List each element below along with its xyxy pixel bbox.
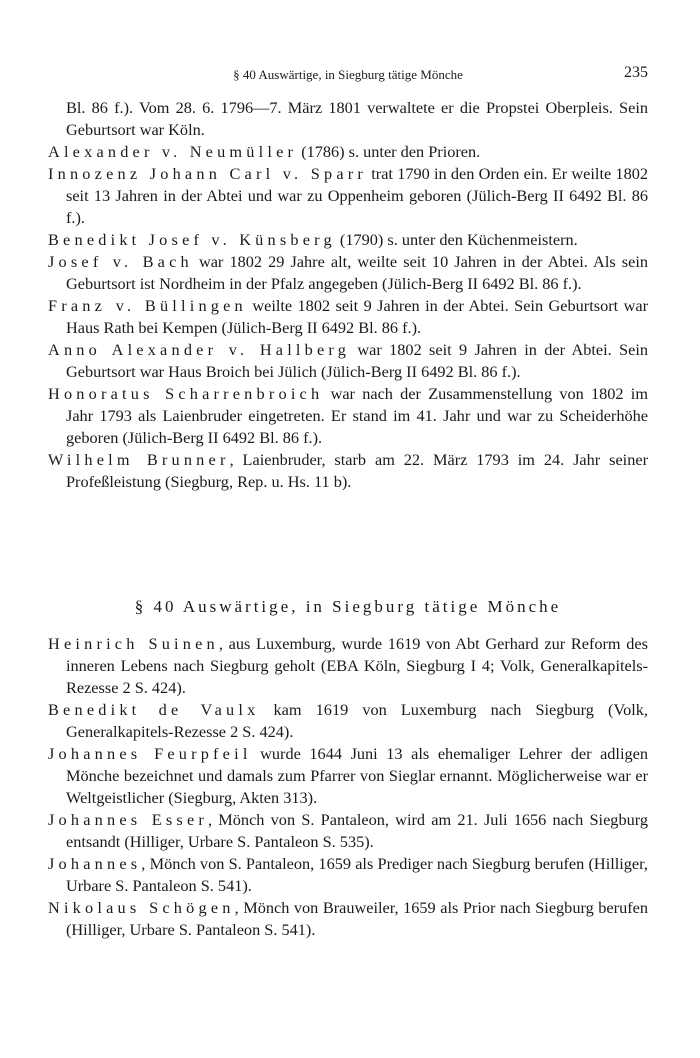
entry-name: Johannes Esser [48, 810, 208, 829]
entry [48, 383, 648, 449]
entry-name: Johannes [48, 854, 142, 873]
entry-text: kam 1619 von Luxemburg nach Siegburg (Volk, Generalkapitels-Rezesse 2 S. 424). [66, 700, 648, 741]
entry [48, 339, 648, 383]
entry [48, 743, 648, 809]
entry-text: war 1802 seit 9 Jahren in der Abtei. Sein Geburtsort war Haus Broich bei Jülich (Jülich-Berg II 6492 Bl. 86 f.). [66, 340, 648, 381]
entry-text: weilte 1802 seit 9 Jahren in der Abtei. Sein Geburtsort war Haus Rath bei Kempen (Jülich-Berg II 6492 Bl. 86 f.). [66, 296, 648, 337]
entry-text: , Mönch von Brauweiler, 1659 als Prior nach Siegburg berufen (Hilliger, Urbare S. Pantaleon S. 541). [66, 898, 648, 939]
page-number: 235 [624, 64, 648, 81]
entry-name: Franz v. Büllingen [48, 296, 247, 315]
entry-text: (1790) s. unter den Küchenmeistern. [335, 230, 578, 249]
section-heading: § 40 Auswärtige, in Siegburg tätige Mönche [134, 597, 562, 616]
entry-name: Josef v. Bach [48, 252, 193, 271]
entry-name: Honoratus Scharrenbroich [48, 384, 324, 403]
entry [48, 897, 648, 941]
entry-text: , aus Luxemburg, wurde 1619 von Abt Gerhard zur Reform des inneren Lebens nach Siegburg geholt (EBA Köln, Siegburg I 4; Volk, Generalkapitels-Rezesse 2 S. 424). [66, 634, 648, 697]
entry [48, 853, 648, 897]
entry [48, 229, 648, 251]
entry-continuation [48, 97, 648, 141]
entry-text: (1786) s. unter den Prioren. [297, 142, 481, 161]
entry-name: Heinrich Suinen [48, 634, 219, 653]
entry-text: Bl. 86 f.). Vom 28. 6. 1796—7. März 1801 verwaltete er die Propstei Oberpleis. Sein Geburtsort war Köln. [66, 98, 648, 139]
entry [48, 809, 648, 853]
entry-name: Wilhelm Brunner [48, 450, 230, 469]
entry [48, 699, 648, 743]
entry-name: Alexander v. Neumüller [48, 142, 298, 161]
running-head [48, 64, 648, 86]
entry [48, 141, 648, 163]
entry [48, 163, 648, 229]
entry-text: , Mönch von S. Pantaleon, 1659 als Prediger nach Siegburg berufen (Hilliger, Urbare S. Pantaleon S. 541). [66, 854, 648, 895]
entry-name: Benedikt Josef v. Künsberg [48, 230, 336, 249]
entry [48, 251, 648, 295]
running-title: § 40 Auswärtige, in Siegburg tätige Mönche [233, 67, 463, 82]
entry-text: , Mönch von S. Pantaleon, wird am 21. Juli 1656 nach Siegburg entsandt (Hilliger, Urbare S. Pantaleon S. 535). [66, 810, 648, 851]
entry-name: Innozenz Johann Carl v. Sparr [48, 164, 368, 183]
entry [48, 449, 648, 493]
entries-top [48, 97, 648, 493]
entry-name: Anno Alexander v. Hallberg [48, 340, 351, 359]
entry-text: war 1802 29 Jahre alt, weilte seit 10 Jahren in der Abtei. Als sein Geburtsort ist Nordheim in der Pfalz angegeben (Jülich-Berg II 6492 Bl. 86 f.). [66, 252, 648, 293]
entry [48, 295, 648, 339]
entry-text: , Laienbruder, starb am 22. März 1793 im 24. Jahr seiner Profeßleistung (Siegburg, Rep. u. Hs. 11 b). [66, 450, 648, 491]
entries-bottom [48, 633, 648, 941]
entry-name: Benedikt de Vaulx [48, 700, 260, 719]
entry-text: trat 1790 in den Orden ein. Er weilte 1802 seit 13 Jahren in der Abtei und war zu Oppenheim geboren (Jülich-Berg II 6492 Bl. 86 f.). [66, 164, 648, 227]
entry-text: wurde 1644 Juni 13 als ehemaliger Lehrer der adligen Mönche bezeichnet und damals zum Pfarrer von Sieglar ernannt. Möglicherweise war er Weltgeistlicher (Siegburg, Akten 313). [66, 744, 648, 807]
entry [48, 633, 648, 699]
entry-name: Johannes Feurpfeil [48, 744, 252, 763]
entry-name: Nikolaus Schögen [48, 898, 235, 917]
entry-text: war nach der Zusammenstellung von 1802 im Jahr 1793 als Laienbruder eingetreten. Er stand im 41. Jahr und war zu Scheiderhöhe geboren (Jülich-Berg II 6492 Bl. 86 f.). [66, 384, 648, 447]
